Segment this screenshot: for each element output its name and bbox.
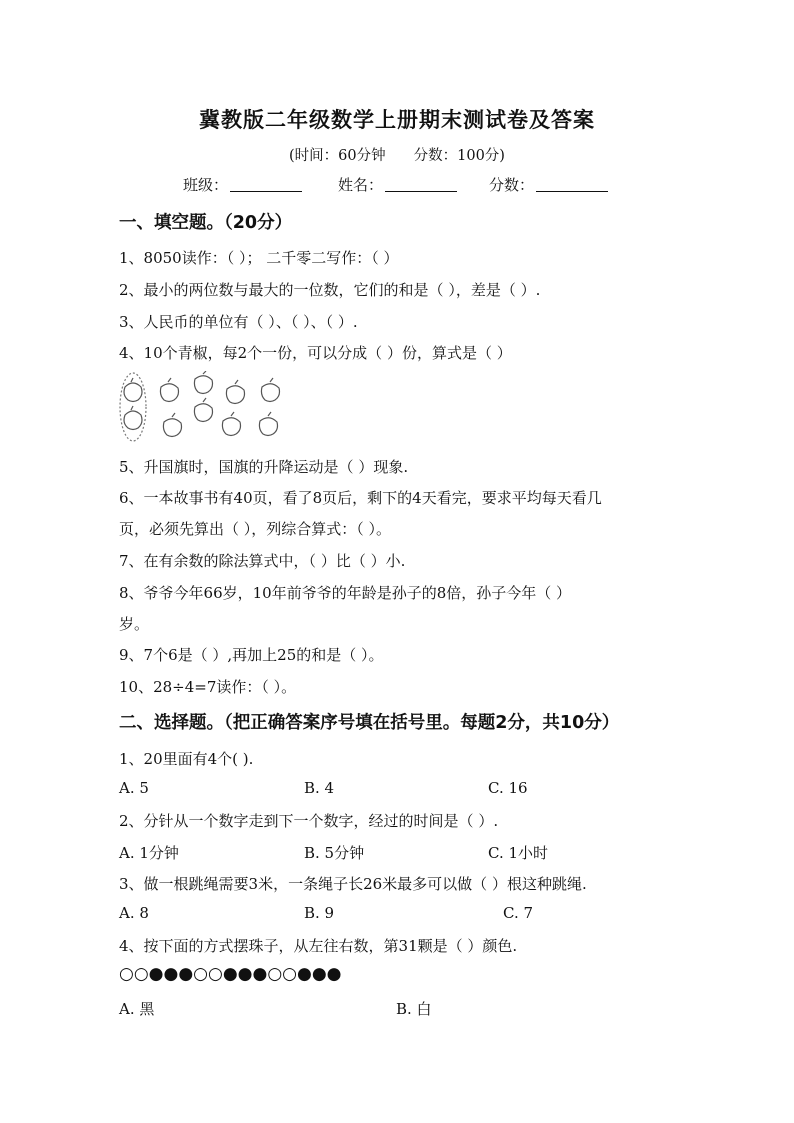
question-1-5: 5、升国旗时，国旗的升降运动是（ ）现象. [119, 458, 409, 476]
question-1-8a: 8、爷爷今年66岁，10年前爷爷的年龄是孙子的8倍，孙子今年（ ） [119, 584, 572, 602]
pepper-icon [194, 398, 212, 422]
question-1-6b: 页，必须先算出（ ），列综合算式：（ ）。 [119, 520, 392, 538]
question-1-4: 4、10个青椒，每2个一份，可以分成（ ）份，算式是（ ） [119, 344, 512, 362]
option-2-2-a[interactable]: A. 1分钟 [119, 844, 179, 862]
option-2-1-a[interactable]: A. 5 [119, 779, 149, 797]
pepper-icon [226, 380, 244, 404]
time-limit: (时间：60分钟 [289, 148, 386, 164]
score-label: 分数： [489, 176, 535, 194]
question-1-3: 3、人民币的单位有（ ）、（ ）、（ ）. [119, 313, 358, 331]
question-1-9: 9、7个6是（ ）,再加上25的和是（ ）。 [119, 646, 384, 664]
option-2-2-c[interactable]: C. 1小时 [488, 844, 549, 862]
total-score: 分数：100分) [413, 148, 505, 164]
pepper-icon [194, 371, 212, 394]
name-field [338, 174, 457, 195]
option-2-3-a[interactable]: A. 8 [119, 904, 149, 922]
question-2-3: 3、做一根跳绳需要3米，一条绳子长26米最多可以做（ ）根这种跳绳. [119, 875, 587, 893]
class-blank[interactable] [230, 177, 302, 192]
question-2-4: 4、按下面的方式摆珠子，从左往右数，第31颗是（ ）颜色. [119, 937, 518, 955]
score-blank[interactable] [536, 177, 608, 192]
question-1-1: 1、8050读作：（ ）； 二千零二写作：（ ） [119, 249, 399, 267]
question-1-2: 2、最小的两位数与最大的一位数，它们的和是（ ），差是（ ）. [119, 281, 541, 299]
question-1-6a: 6、一本故事书有40页，看了8页后，剩下的4天看完，要求平均每天看几 [119, 489, 602, 507]
pepper-icon [261, 378, 279, 402]
bead-sequence: ○○●●●○○●●●○○●●● [119, 964, 342, 984]
name-blank[interactable] [385, 177, 457, 192]
class-label: 班级： [183, 176, 229, 194]
pepper-icon [124, 406, 142, 430]
class-field [183, 174, 302, 195]
question-2-2: 2、分针从一个数字走到下一个数字，经过的时间是（ ）. [119, 812, 499, 830]
pepper-icon [163, 413, 181, 437]
pepper-icon [160, 378, 178, 402]
section-1-heading: 一、填空题。（20分） [119, 213, 293, 233]
section-2-heading: 二、选择题。（把正确答案序号填在括号里。每题2分，共10分） [119, 713, 620, 733]
pepper-group-icon [117, 371, 297, 443]
option-2-2-b[interactable]: B. 5分钟 [304, 844, 365, 862]
question-2-1: 1、20里面有4个( ). [119, 750, 254, 768]
pepper-icon [124, 378, 142, 402]
option-2-3-b[interactable]: B. 9 [304, 904, 335, 922]
pepper-icon [222, 412, 240, 436]
pepper-icon [259, 412, 277, 436]
question-1-7: 7、在有余数的除法算式中，（ ）比（ ）小. [119, 552, 406, 570]
question-1-8b: 岁。 [119, 615, 150, 633]
name-label: 姓名： [338, 176, 384, 194]
exam-meta [0, 144, 794, 165]
option-2-1-c[interactable]: C. 16 [488, 779, 528, 797]
option-2-4-b[interactable]: B. 白 [396, 1000, 432, 1018]
question-1-10: 10、28÷4=7读作：（ ）。 [119, 678, 297, 696]
option-2-1-b[interactable]: B. 4 [304, 779, 335, 797]
page-title: 冀教版二年级数学上册期末测试卷及答案 [199, 108, 595, 132]
score-field [489, 174, 608, 195]
option-2-3-c[interactable]: C. 7 [503, 904, 534, 922]
option-2-4-a[interactable]: A. 黑 [119, 1000, 155, 1018]
